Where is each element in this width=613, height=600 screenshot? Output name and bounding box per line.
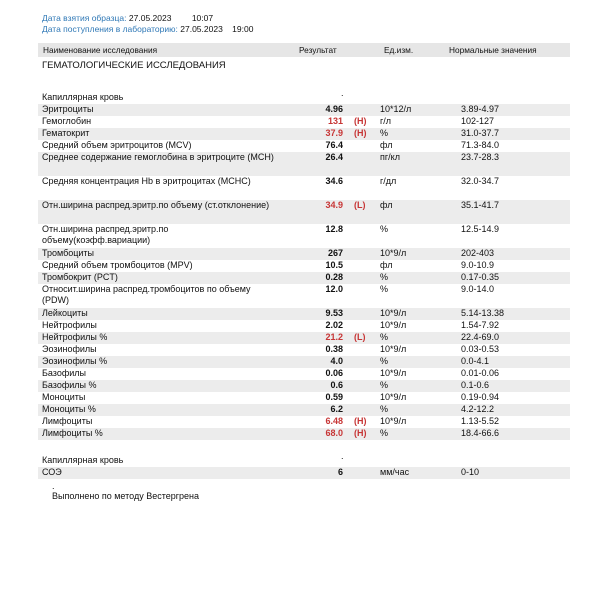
test-name: Нейтрофилы % [42,332,108,342]
column-result-header: Результат [299,45,337,55]
table-row [38,104,570,116]
sample-date: 27.05.2023 [128,13,172,23]
reference-range: 0.1-0.6 [461,380,490,390]
test-unit: мм/час [380,467,410,477]
reference-range: 1.13-5.52 [461,416,500,426]
test-name: Гематокрит [42,128,90,138]
table-row [38,404,570,416]
table-row [38,116,570,128]
column-norm-header: Нормальные значения [449,45,537,55]
reference-range: 3.89-4.97 [461,104,500,114]
reference-range: 23.7-28.3 [461,152,500,162]
table-row [38,200,570,224]
test-unit: 10*9/л [380,308,407,318]
table-row [38,344,570,356]
test-result: 12.8 [325,224,343,234]
reference-range: 0.17-0.35 [461,272,500,282]
section-title: ГЕМАТОЛОГИЧЕСКИЕ ИССЛЕДОВАНИЯ [42,60,226,71]
reference-range: 0-10 [461,467,480,477]
lab-date: 27.05.2023 [180,24,223,34]
test-unit: фл [380,140,393,150]
reference-range: 31.0-37.7 [461,128,500,138]
test-result: 4.96 [325,104,343,114]
reference-range: 71.3-84.0 [461,140,500,150]
footer-marker: . [52,481,55,491]
reference-range: 1.54-7.92 [461,320,500,330]
column-name-header: Наименование исследования [43,45,158,55]
abnormal-flag: (H) [354,416,367,426]
result-rows [38,104,570,440]
test-unit: 10*9/л [380,320,407,330]
test-name: Средний объем тромбоцитов (MPV) [42,260,193,270]
test-name: Тромбокрит (PCT) [42,272,118,282]
test-name: Базофилы [42,368,86,378]
test-unit: % [380,284,389,294]
test-unit: % [380,128,389,138]
table-row [38,416,570,428]
test-result: 267 [327,248,343,258]
test-unit: % [380,224,389,234]
abnormal-flag: (H) [354,428,367,438]
test-name: Лимфоциты [42,416,93,426]
test-result: 76.4 [325,140,343,150]
test-unit: фл [380,260,393,270]
sample-date-line [42,13,213,24]
reference-range: 12.5-14.9 [461,224,500,234]
abnormal-flag: (L) [354,332,366,342]
test-name: Нейтрофилы [42,320,97,330]
test-result: 0.38 [325,344,343,354]
test-result: 12.0 [325,284,343,294]
test-result: 9.53 [325,308,343,318]
test-unit: 10*9/л [380,416,407,426]
test-name: Лейкоциты [42,308,88,318]
reference-range: 9.0-14.0 [461,284,495,294]
reference-range: 5.14-13.38 [461,308,505,318]
table-row [38,320,570,332]
test-result: 37.9 [325,128,343,138]
table-row [38,356,570,368]
test-unit: % [380,428,389,438]
test-unit: г/дл [380,176,397,186]
group-title: Капиллярная кровь [42,92,124,102]
table-row [38,428,570,440]
group-marker: . [341,88,344,98]
table-row [38,224,570,248]
test-result: 26.4 [325,152,343,162]
test-unit: г/л [380,116,392,126]
table-row [38,176,570,200]
test-name: Среднее содержание гемоглобина в эритроците (MCH) [42,152,274,162]
lab-date-line [42,24,253,35]
reference-range: 32.0-34.7 [461,176,500,186]
reference-range: 22.4-69.0 [461,332,500,342]
test-result: 2.02 [325,320,343,330]
reference-range: 0.03-0.53 [461,344,500,354]
table-header [38,43,570,57]
abnormal-flag: (H) [354,128,367,138]
group-title-row [38,455,570,466]
test-result: 131 [327,116,343,126]
table-row [38,308,570,320]
test-result: 68.0 [325,428,343,438]
reference-range: 102-127 [461,116,495,126]
test-name: Эозинофилы % [42,356,108,366]
reference-range: 0.01-0.06 [461,368,500,378]
test-name: СОЭ [42,467,62,477]
sample-date-label: Дата взятия образца: [42,13,127,23]
test-result: 0.6 [330,380,343,390]
test-unit: % [380,356,389,366]
test-unit: пг/кл [380,152,400,162]
table-row [38,467,570,479]
abnormal-flag: (H) [354,116,367,126]
lab-time: 19:00 [232,24,254,34]
group-title: Капиллярная кровь [42,455,124,465]
test-result: 6.2 [330,404,343,414]
test-unit: 10*12/л [380,104,412,114]
test-result: 34.9 [325,200,343,210]
test-unit: % [380,272,389,282]
test-name: Базофилы % [42,380,97,390]
test-result: 0.59 [325,392,343,402]
table-row [38,284,570,308]
result-group [38,88,570,440]
test-name: Моноциты [42,392,86,402]
table-row [38,128,570,140]
test-unit: фл [380,200,393,210]
reference-range: 0.19-0.94 [461,392,500,402]
table-row [38,380,570,392]
reference-range: 9.0-10.9 [461,260,495,270]
test-unit: % [380,332,389,342]
table-row [38,140,570,152]
test-name: Отн.ширина распред.эритр.по объему(коэфф.вариации) [42,224,169,245]
test-name: Средний объем эритроцитов (MCV) [42,140,192,150]
test-unit: 10*9/л [380,344,407,354]
test-name: Отн.ширина распред.эритр.по объему (ст.отклонение) [42,200,270,210]
group-marker: . [341,451,344,461]
reference-range: 0.0-4.1 [461,356,490,366]
reference-range: 18.4-66.6 [461,428,500,438]
table-row [38,272,570,284]
test-unit: 10*9/л [380,368,407,378]
table-row [38,152,570,176]
table-row [38,248,570,260]
test-name: Гемоглобин [42,116,92,126]
test-name: Средняя концентрация Hb в эритроцитах (MCHC) [42,176,251,186]
test-result: 34.6 [325,176,343,186]
column-unit-header: Ед.изм. [384,45,414,55]
test-unit: 10*9/л [380,392,407,402]
test-result: 6.48 [325,416,343,426]
test-name: Эритроциты [42,104,94,114]
reference-range: 4.2-12.2 [461,404,495,414]
table-row [38,332,570,344]
test-result: 4.0 [330,356,343,366]
test-unit: % [380,404,389,414]
method-note: Выполнено по методу Вестергрена [52,491,200,501]
test-name: Лимфоциты % [42,428,103,438]
abnormal-flag: (L) [354,200,366,210]
table-row [38,368,570,380]
test-name: Эозинофилы [42,344,97,354]
test-result: 0.06 [325,368,343,378]
test-name: Тромбоциты [42,248,95,258]
test-result: 0.28 [325,272,343,282]
test-name: Относит.ширина распред.тромбоцитов по объему (PDW) [42,284,251,305]
test-result: 21.2 [325,332,343,342]
lab-date-label: Дата поступления в лабораторию: [42,24,178,34]
test-result: 6 [337,467,343,477]
group-title-row [38,92,570,103]
result-rows [38,467,570,479]
test-unit: 10*9/л [380,248,407,258]
test-name: Моноциты % [42,404,96,414]
reference-range: 35.1-41.7 [461,200,500,210]
table-row [38,392,570,404]
reference-range: 202-403 [461,248,495,258]
test-result: 10.5 [325,260,343,270]
table-row [38,260,570,272]
result-group [38,451,570,479]
sample-time: 10:07 [191,13,214,23]
test-unit: % [380,380,389,390]
